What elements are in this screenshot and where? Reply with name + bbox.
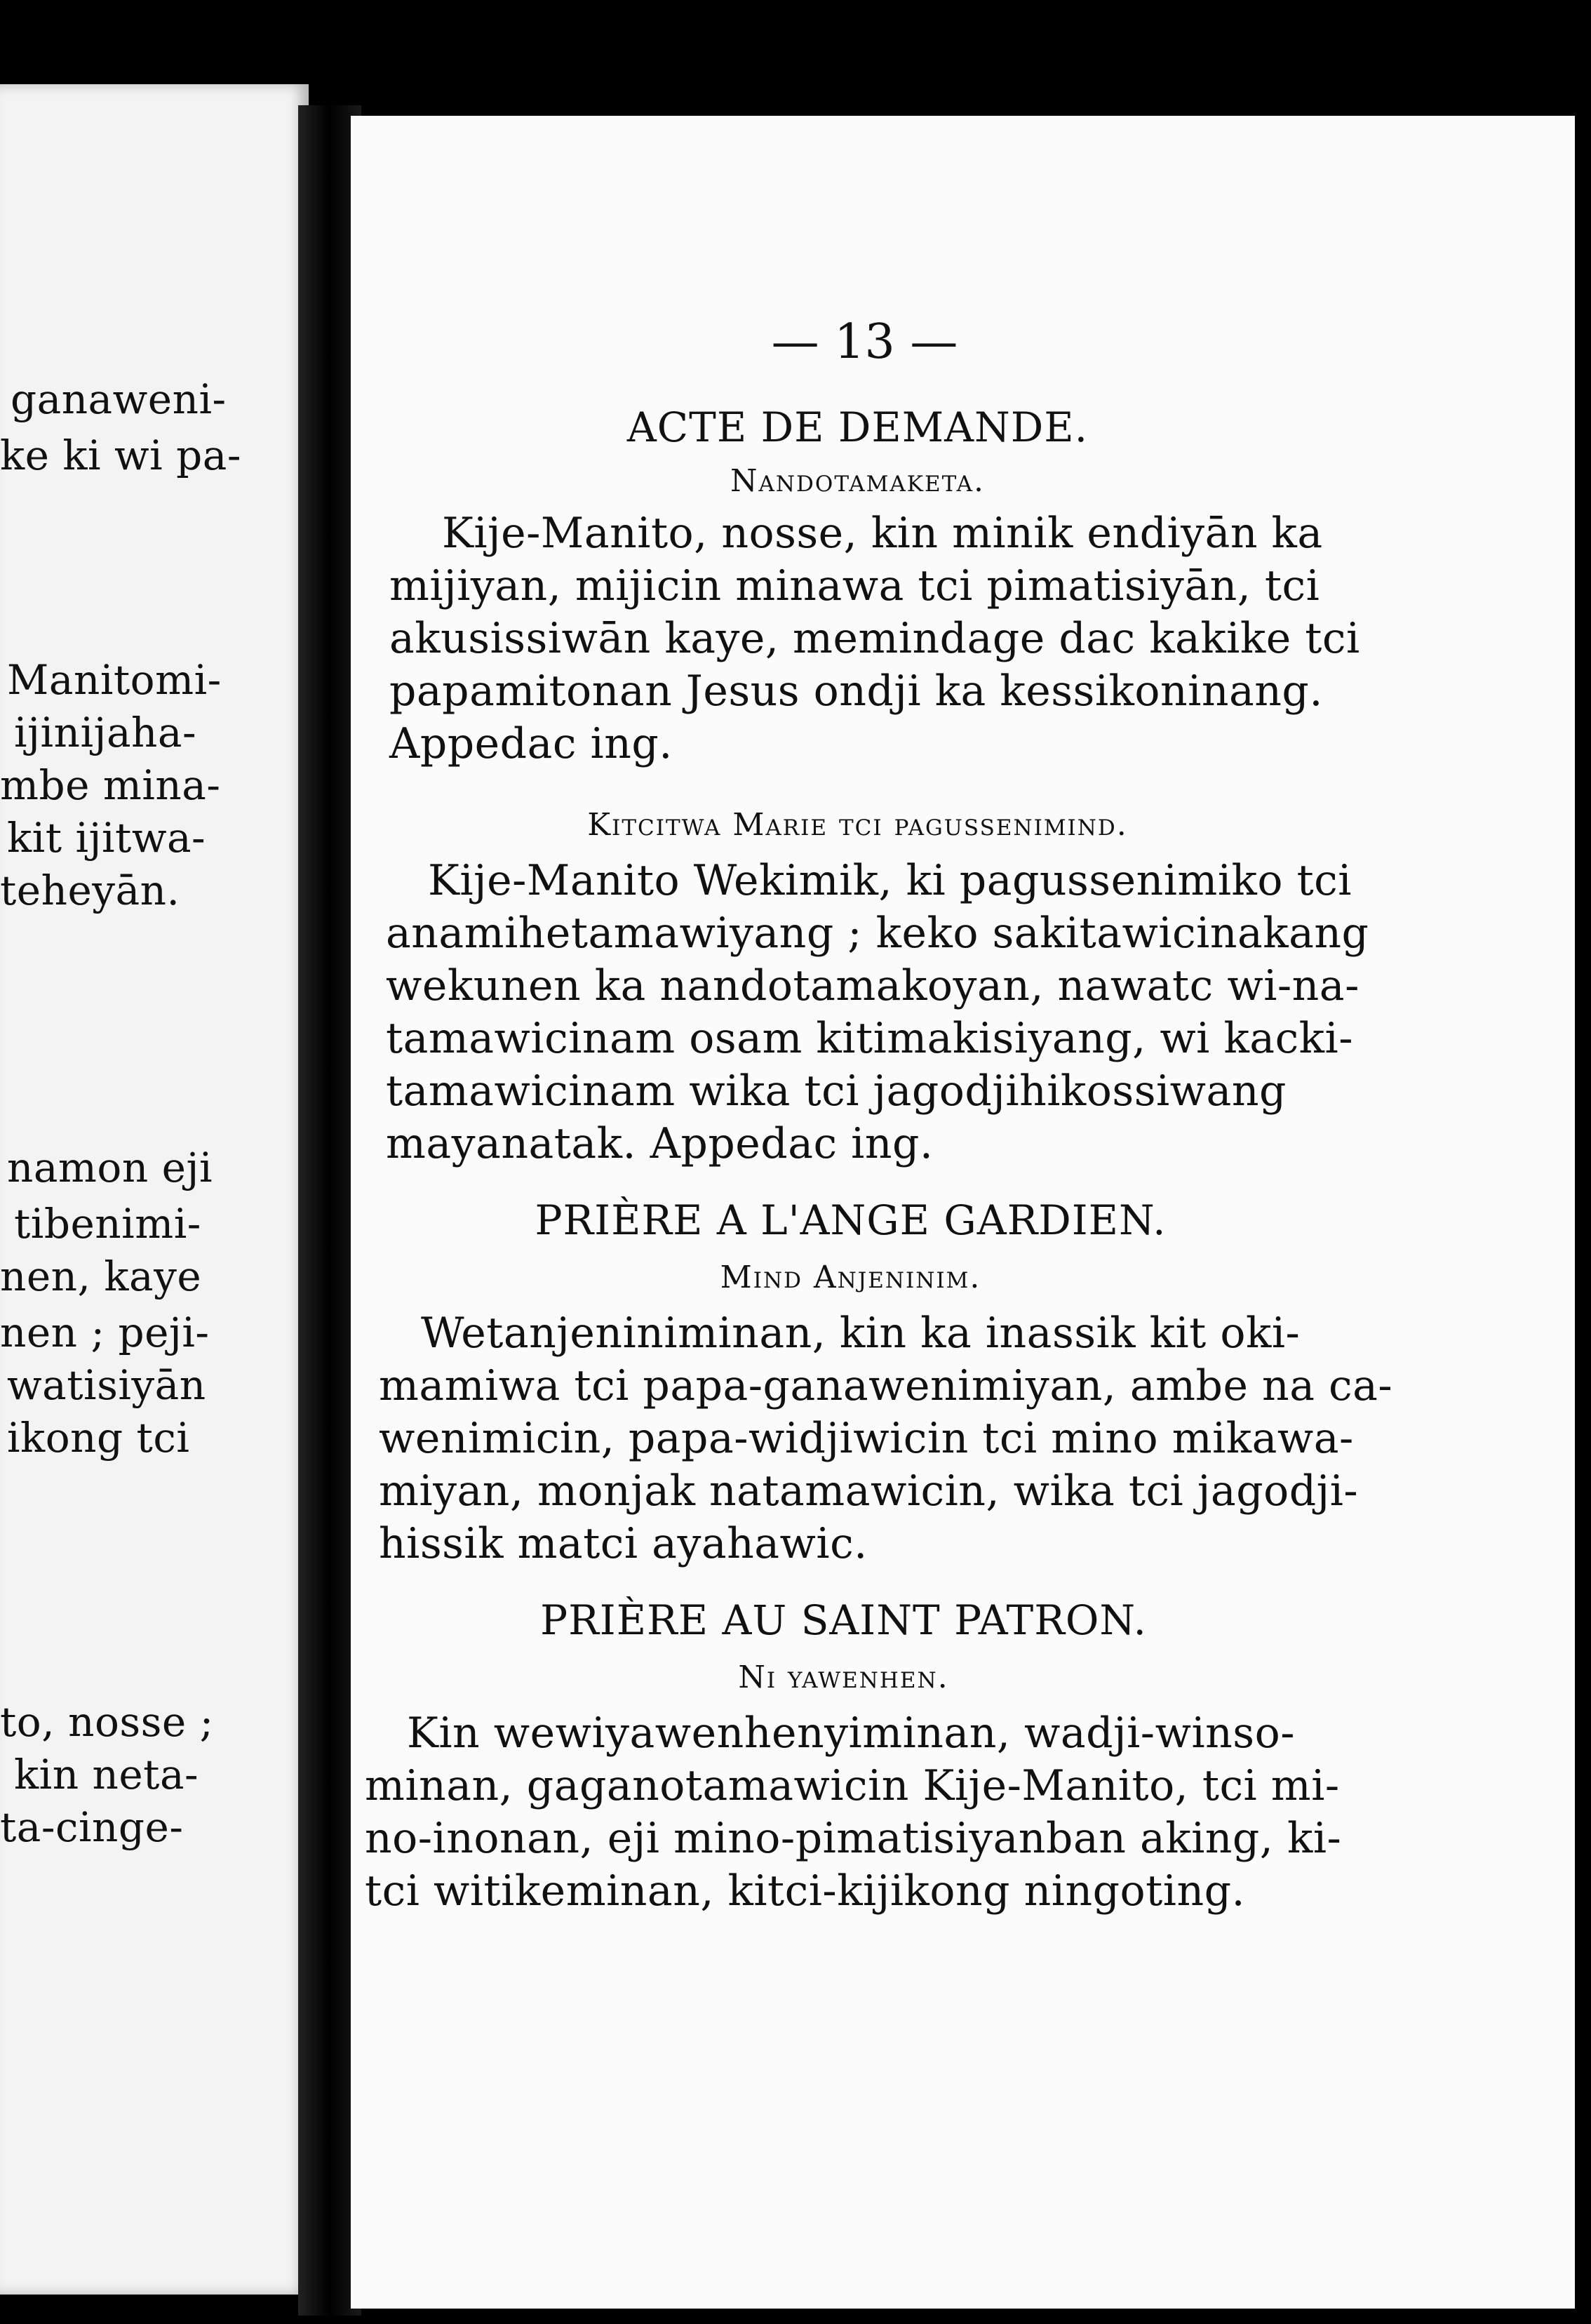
paragraph-line: tamawicinam osam kitimakisiyang, wi kacki- bbox=[386, 1014, 1353, 1063]
left-line: namon eji bbox=[7, 1144, 213, 1191]
left-line: tibenimi- bbox=[14, 1200, 201, 1248]
page-number: — 13 — bbox=[771, 314, 958, 370]
left-line: ganaweni- bbox=[11, 375, 227, 423]
section-heading: PRIÈRE A L'ANGE GARDIEN. bbox=[535, 1196, 1167, 1244]
paragraph-line: Kije-Manito, nosse, kin minik endiyān ka bbox=[442, 509, 1323, 558]
section-heading: PRIÈRE AU SAINT PATRON. bbox=[540, 1596, 1147, 1644]
paragraph-line: Kin wewiyawenhenyiminan, wadji-winso- bbox=[407, 1709, 1295, 1758]
section-subheading: Mind Anjeninim. bbox=[720, 1260, 981, 1295]
paragraph-line: tamawicinam wika tci jagodjihikossiwang bbox=[386, 1067, 1287, 1116]
left-line: ta-cinge- bbox=[0, 1803, 184, 1851]
paragraph-line: miyan, monjak natamawicin, wika tci jagodji- bbox=[379, 1467, 1359, 1516]
paragraph-line: wenimicin, papa-widjiwicin tci mino mikawa- bbox=[379, 1414, 1354, 1463]
paragraph-line: Wetanjeniniminan, kin ka inassik kit oki- bbox=[421, 1309, 1301, 1358]
section-subheading: Kitcitwa Marie tci pagussenimind. bbox=[587, 807, 1128, 843]
section-subheading: Nandotamaketa. bbox=[730, 463, 985, 499]
right-page bbox=[351, 116, 1575, 2309]
paragraph-line: mayanatak. Appedac ing. bbox=[386, 1119, 934, 1168]
paragraph-line: hissik matci ayahawic. bbox=[379, 1519, 868, 1568]
paragraph-line: Appedac ing. bbox=[389, 719, 673, 768]
section-heading: ACTE DE DEMANDE. bbox=[626, 403, 1089, 451]
paragraph-line: mamiwa tci papa-ganawenimiyan, ambe na ca- bbox=[379, 1361, 1393, 1410]
paragraph-line: wekunen ka nandotamakoyan, nawatc wi-na- bbox=[386, 961, 1360, 1010]
section-subheading: Ni yawenhen. bbox=[738, 1659, 949, 1695]
paragraph-line: papamitonan Jesus ondji ka kessikoninang. bbox=[389, 667, 1323, 716]
left-facing-page bbox=[0, 84, 309, 2295]
left-line: nen, kaye bbox=[0, 1253, 202, 1300]
left-line: watisiyān bbox=[7, 1361, 206, 1409]
left-line: teheyān. bbox=[0, 867, 180, 914]
left-line: ikong tci bbox=[7, 1414, 190, 1462]
paragraph-line: Kije-Manito Wekimik, ki pagussenimiko tci bbox=[428, 856, 1352, 905]
left-line: ke ki wi pa- bbox=[0, 432, 241, 479]
left-line: kit ijitwa- bbox=[7, 814, 206, 862]
paragraph-line: minan, gaganotamawicin Kije-Manito, tci mi- bbox=[365, 1761, 1340, 1810]
left-line: ijinijaha- bbox=[14, 709, 197, 756]
paragraph-line: tci witikeminan, kitci-kijikong ningoting. bbox=[365, 1866, 1246, 1916]
paragraph-line: akusissiwān kaye, memindage dac kakike tci bbox=[389, 614, 1360, 663]
left-line: kin neta- bbox=[14, 1751, 199, 1798]
left-line: mbe mina- bbox=[0, 761, 221, 809]
paragraph-line: anamihetamawiyang ; keko sakitawicinakang bbox=[386, 909, 1369, 958]
left-line: Manitomi- bbox=[7, 656, 222, 704]
left-line: to, nosse ; bbox=[0, 1698, 214, 1746]
paragraph-line: mijiyan, mijicin minawa tci pimatisiyān, tci bbox=[389, 561, 1320, 610]
left-line: nen ; peji- bbox=[0, 1309, 210, 1356]
paragraph-line: no-inonan, eji mino-pimatisiyanban aking, ki- bbox=[365, 1814, 1342, 1863]
